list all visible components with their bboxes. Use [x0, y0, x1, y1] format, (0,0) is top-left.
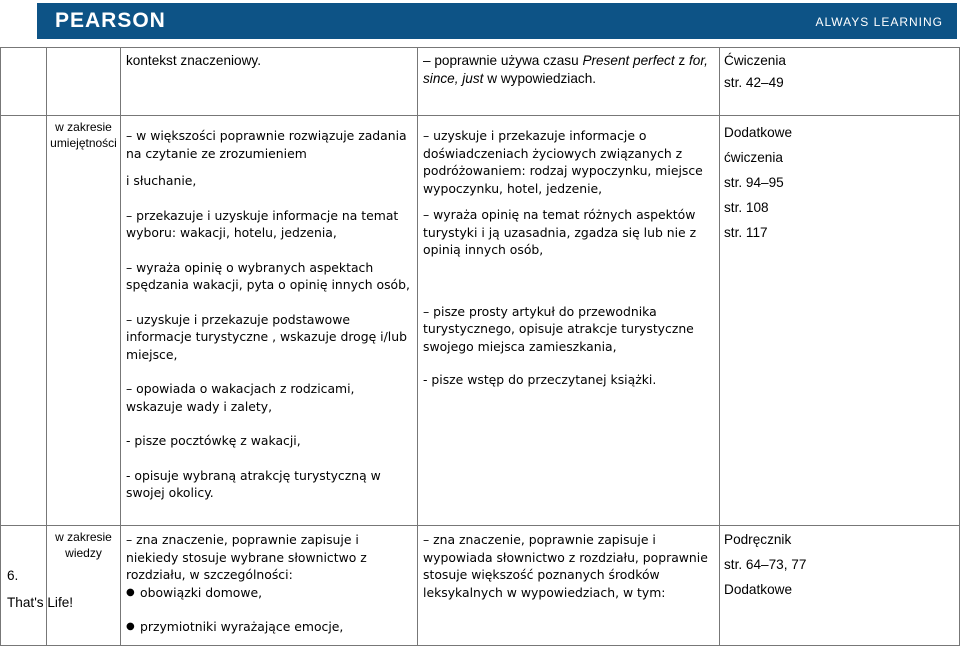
- requirement-item: - pisze pocztówkę z wakacji,: [126, 433, 301, 448]
- materials-line: Podręcznik: [724, 532, 792, 547]
- requirement-item: – opowiada o wakacjach z rodzicami, wskazuje wady i zalety,: [126, 381, 355, 414]
- bullet-icon: ●: [126, 586, 135, 598]
- table-row: [1, 526, 960, 646]
- requirement-item: – wyraża opinię o wybranych aspektach spędzania wakacji, pyta o opinię innych osób,: [126, 259, 410, 292]
- bullet-icon: ●: [126, 621, 135, 632]
- requirement-item: – przekazuje i uzyskuje informacje na temat wyboru: wakacji, hotelu, jedzenia,: [126, 207, 399, 240]
- requirement-item: – pisze prosty artykuł do przewodnika turystycznego, opisuje atrakcje turystyczne swojego miejsca zamieszkania,: [423, 303, 694, 354]
- unit-cell: [1, 116, 47, 526]
- list-item: [126, 584, 413, 602]
- requirement-text: – poprawnie używa czasu Present perfect z for, since, just w wypowiedziach.: [423, 53, 708, 86]
- materials-cell: [720, 526, 960, 646]
- requirement-item: – uzyskuje i przekazuje podstawowe informacje turystyczne , wskazuje drogę i/lub miejsce,: [126, 311, 407, 362]
- requirement-item: - pisze wstęp do przeczytanej książki.: [423, 372, 657, 387]
- unit-cell: [1, 526, 74, 646]
- basic-requirements-cell: [121, 48, 418, 116]
- table-row: [1, 48, 960, 116]
- scope-label: w zakresie umiejętności: [47, 116, 121, 526]
- materials-line: Dodatkowe: [724, 582, 793, 597]
- extended-requirements-cell: [418, 526, 720, 646]
- scope-cell: [47, 48, 121, 116]
- basic-requirements-cell: [121, 116, 418, 526]
- scope-label: w zakresie wiedzy: [47, 526, 121, 646]
- brand-tagline: ALWAYS LEARNING: [815, 15, 943, 29]
- materials-line: str. 117: [724, 225, 768, 240]
- requirement-item: - opisuje wybraną atrakcję turystyczną w swojej okolicy.: [126, 467, 381, 500]
- extended-requirements-cell: [418, 48, 720, 116]
- requirement-item: – zna znaczenie, poprawnie zapisuje i niekiedy stosuje wybrane słownictwo z rozdziału, w szczególności:: [126, 532, 367, 582]
- materials-cell: [720, 48, 960, 116]
- pearson-banner: [37, 3, 957, 39]
- table-row: [1, 116, 960, 526]
- materials-line: str. 42–49: [724, 75, 784, 90]
- unit-title: That's Life!: [7, 595, 74, 610]
- unit-cell: [1, 48, 47, 116]
- materials-line: ćwiczenia: [724, 150, 783, 165]
- extended-requirements-cell: [418, 116, 720, 526]
- curriculum-table: [0, 47, 960, 646]
- requirement-item: – uzyskuje i przekazuje informacje o doświadczeniach życiowych związanych z podróżowaniem: rodzaj wypoczynku, miejsce wypoczynku, hotel, jedzenie,: [423, 128, 703, 196]
- unit-number: 6.: [7, 568, 19, 583]
- list-item-text: obowiązki domowe,: [140, 584, 263, 600]
- requirement-text: kontekst znaczeniowy.: [126, 53, 261, 68]
- materials-line: str. 108: [724, 200, 769, 215]
- brand-logo: PEARSON: [55, 9, 166, 32]
- materials-line: Dodatkowe: [724, 125, 793, 140]
- list-item: [126, 618, 413, 636]
- requirement-item: – w większości poprawnie rozwiązuje zadania na czytanie ze zrozumieniem: [126, 128, 407, 161]
- requirement-item: – zna znaczenie, poprawnie zapisuje i wypowiada słownictwo z rozdziału, poprawnie stosuje większość poznanych środków leksykalnych w wypowiedziach, w tym:: [423, 532, 708, 600]
- requirement-item: – wyraża opinię na temat różnych aspektów turystyki i ją uzasadnia, zgadza się lub nie z opinią innych osób,: [423, 207, 697, 257]
- materials-line: str. 64–73, 77: [724, 557, 807, 572]
- materials-line: Ćwiczenia: [724, 53, 786, 68]
- list-item-text: przymiotniki wyrażające emocje,: [140, 619, 344, 634]
- basic-requirements-cell: [121, 526, 418, 646]
- materials-cell: [720, 116, 960, 526]
- requirement-item: i słuchanie,: [126, 173, 197, 188]
- materials-line: str. 94–95: [724, 175, 784, 190]
